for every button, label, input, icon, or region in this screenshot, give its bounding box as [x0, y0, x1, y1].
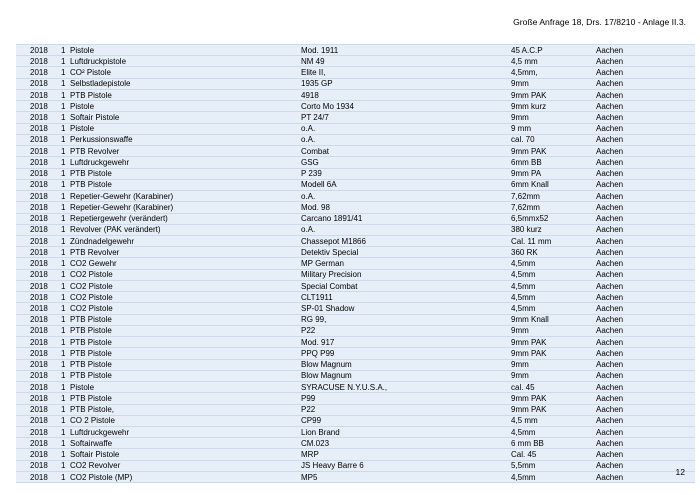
cell-caliber: cal. 70 — [511, 134, 596, 145]
cell-city: Aachen — [596, 471, 695, 482]
cell-model: NM 49 — [301, 56, 511, 67]
cell-year: 2018 — [16, 348, 61, 359]
cell-model: Blow Magnum — [301, 359, 511, 370]
cell-year: 2018 — [16, 202, 61, 213]
cell-caliber: 9mm — [511, 370, 596, 381]
table-row — [16, 460, 695, 471]
cell-caliber: 9mm PAK — [511, 404, 596, 415]
cell-type: CO2 Pistole — [70, 280, 301, 291]
cell-city: Aachen — [596, 393, 695, 404]
cell-year: 2018 — [16, 235, 61, 246]
cell-city: Aachen — [596, 112, 695, 123]
table-row — [16, 382, 695, 393]
cell-city: Aachen — [596, 56, 695, 67]
cell-count: 1 — [61, 179, 70, 190]
cell-type: Softairwaffe — [70, 438, 301, 449]
cell-year: 2018 — [16, 224, 61, 235]
cell-caliber: 9mm — [511, 112, 596, 123]
cell-year: 2018 — [16, 191, 61, 202]
cell-type: Repetiergewehr (verändert) — [70, 213, 301, 224]
table-row — [16, 56, 695, 67]
cell-city: Aachen — [596, 213, 695, 224]
table-row — [16, 45, 695, 56]
cell-year: 2018 — [16, 370, 61, 381]
table-row — [16, 471, 695, 482]
cell-caliber: 9mm — [511, 78, 596, 89]
cell-caliber: 9mm PAK — [511, 146, 596, 157]
cell-city: Aachen — [596, 179, 695, 190]
table-row — [16, 67, 695, 78]
cell-count: 1 — [61, 213, 70, 224]
cell-year: 2018 — [16, 123, 61, 134]
cell-model: GSG — [301, 157, 511, 168]
cell-type: CO2 Pistole — [70, 292, 301, 303]
cell-model: Mod. 98 — [301, 202, 511, 213]
cell-caliber: 4,5mm — [511, 471, 596, 482]
cell-city: Aachen — [596, 370, 695, 381]
cell-count: 1 — [61, 337, 70, 348]
cell-year: 2018 — [16, 303, 61, 314]
cell-model: Blow Magnum — [301, 370, 511, 381]
table-row — [16, 191, 695, 202]
table-row — [16, 112, 695, 123]
cell-count: 1 — [61, 438, 70, 449]
cell-year: 2018 — [16, 314, 61, 325]
page-number: 12 — [675, 467, 685, 477]
cell-model: Modell 6A — [301, 179, 511, 190]
cell-count: 1 — [61, 370, 70, 381]
cell-model: CP99 — [301, 415, 511, 426]
table-row — [16, 224, 695, 235]
cell-count: 1 — [61, 359, 70, 370]
cell-type: PTB Pistole, — [70, 404, 301, 415]
cell-model: CM.023 — [301, 438, 511, 449]
cell-model: MP German — [301, 258, 511, 269]
cell-count: 1 — [61, 258, 70, 269]
cell-caliber: cal. 45 — [511, 382, 596, 393]
cell-type: CO 2 Pistole — [70, 415, 301, 426]
cell-year: 2018 — [16, 438, 61, 449]
cell-caliber: 360 RK — [511, 247, 596, 258]
cell-count: 1 — [61, 460, 70, 471]
cell-year: 2018 — [16, 78, 61, 89]
cell-type: Selbstladepistole — [70, 78, 301, 89]
cell-model: o.A. — [301, 134, 511, 145]
cell-caliber: 4,5mm — [511, 269, 596, 280]
cell-count: 1 — [61, 191, 70, 202]
cell-year: 2018 — [16, 146, 61, 157]
cell-count: 1 — [61, 89, 70, 100]
cell-city: Aachen — [596, 224, 695, 235]
cell-type: Pistole — [70, 382, 301, 393]
cell-year: 2018 — [16, 404, 61, 415]
cell-city: Aachen — [596, 382, 695, 393]
cell-model: o.A. — [301, 123, 511, 134]
cell-type: Luftdruckgewehr — [70, 157, 301, 168]
cell-year: 2018 — [16, 247, 61, 258]
cell-year: 2018 — [16, 89, 61, 100]
cell-type: PTB Pistole — [70, 325, 301, 336]
cell-model: Combat — [301, 146, 511, 157]
cell-year: 2018 — [16, 426, 61, 437]
cell-city: Aachen — [596, 314, 695, 325]
cell-type: PTB Pistole — [70, 89, 301, 100]
cell-caliber: 6 mm BB — [511, 438, 596, 449]
cell-city: Aachen — [596, 134, 695, 145]
cell-count: 1 — [61, 45, 70, 56]
cell-type: PTB Pistole — [70, 393, 301, 404]
cell-caliber: 5,5mm — [511, 460, 596, 471]
cell-count: 1 — [61, 426, 70, 437]
cell-caliber: 380 kurz — [511, 224, 596, 235]
cell-year: 2018 — [16, 325, 61, 336]
cell-type: PTB Pistole — [70, 314, 301, 325]
cell-model: Detektiv Special — [301, 247, 511, 258]
table-row — [16, 157, 695, 168]
cell-caliber: 4,5mm — [511, 280, 596, 291]
cell-year: 2018 — [16, 179, 61, 190]
cell-type: PTB Revolver — [70, 247, 301, 258]
cell-year: 2018 — [16, 56, 61, 67]
cell-year: 2018 — [16, 269, 61, 280]
cell-model: Corto Mo 1934 — [301, 101, 511, 112]
table-row — [16, 393, 695, 404]
cell-caliber: 7,62mm — [511, 191, 596, 202]
cell-city: Aachen — [596, 337, 695, 348]
cell-city: Aachen — [596, 292, 695, 303]
cell-caliber: Cal. 45 — [511, 449, 596, 460]
cell-count: 1 — [61, 404, 70, 415]
cell-model: JS Heavy Barre 6 — [301, 460, 511, 471]
cell-caliber: 45 A.C.P — [511, 45, 596, 56]
table-row — [16, 146, 695, 157]
cell-model: Mod. 1911 — [301, 45, 511, 56]
table-row — [16, 359, 695, 370]
cell-caliber: 6mm BB — [511, 157, 596, 168]
cell-model: Special Combat — [301, 280, 511, 291]
cell-model: MP5 — [301, 471, 511, 482]
cell-type: Repetier-Gewehr (Karabiner) — [70, 202, 301, 213]
cell-type: Luftdruckpistole — [70, 56, 301, 67]
table-row — [16, 235, 695, 246]
cell-city: Aachen — [596, 191, 695, 202]
cell-caliber: 4,5mm — [511, 258, 596, 269]
cell-count: 1 — [61, 314, 70, 325]
cell-year: 2018 — [16, 45, 61, 56]
table-row — [16, 89, 695, 100]
table-row — [16, 303, 695, 314]
cell-city: Aachen — [596, 101, 695, 112]
cell-caliber: 9mm kurz — [511, 101, 596, 112]
cell-model: P99 — [301, 393, 511, 404]
cell-caliber: 9mm PAK — [511, 89, 596, 100]
cell-caliber: 9mm PA — [511, 168, 596, 179]
cell-model: SP-01 Shadow — [301, 303, 511, 314]
cell-city: Aachen — [596, 168, 695, 179]
cell-city: Aachen — [596, 280, 695, 291]
cell-caliber: 9 mm — [511, 123, 596, 134]
cell-city: Aachen — [596, 157, 695, 168]
table-row — [16, 78, 695, 89]
cell-city: Aachen — [596, 67, 695, 78]
weapons-table — [16, 44, 695, 483]
table-row — [16, 101, 695, 112]
cell-caliber: Cal. 11 mm — [511, 235, 596, 246]
cell-caliber: 6,5mmx52 — [511, 213, 596, 224]
cell-model: Chassepot M1866 — [301, 235, 511, 246]
cell-year: 2018 — [16, 112, 61, 123]
cell-model: PT 24/7 — [301, 112, 511, 123]
cell-city: Aachen — [596, 247, 695, 258]
cell-type: Luftdruckgewehr — [70, 426, 301, 437]
cell-caliber: 4,5 mm — [511, 415, 596, 426]
cell-type: PTB Pistole — [70, 359, 301, 370]
cell-year: 2018 — [16, 292, 61, 303]
cell-caliber: 9mm — [511, 325, 596, 336]
cell-type: Pistole — [70, 45, 301, 56]
cell-count: 1 — [61, 292, 70, 303]
cell-city: Aachen — [596, 235, 695, 246]
cell-model: CLT1911 — [301, 292, 511, 303]
cell-year: 2018 — [16, 67, 61, 78]
cell-caliber: 9mm PAK — [511, 393, 596, 404]
cell-caliber: 9mm PAK — [511, 348, 596, 359]
table-row — [16, 123, 695, 134]
cell-city: Aachen — [596, 460, 695, 471]
cell-type: Pistole — [70, 101, 301, 112]
cell-type: Revolver (PAK verändert) — [70, 224, 301, 235]
cell-type: PTB Pistole — [70, 370, 301, 381]
cell-model: 4918 — [301, 89, 511, 100]
cell-model: P22 — [301, 404, 511, 415]
cell-model: o.A. — [301, 191, 511, 202]
cell-type: Zündnadelgewehr — [70, 235, 301, 246]
document-header: Große Anfrage 18, Drs. 17/8210 - Anlage II.3. — [513, 17, 686, 27]
cell-count: 1 — [61, 325, 70, 336]
cell-count: 1 — [61, 56, 70, 67]
cell-city: Aachen — [596, 89, 695, 100]
cell-caliber: 7,62mm — [511, 202, 596, 213]
cell-count: 1 — [61, 303, 70, 314]
cell-caliber: 4,5mm — [511, 426, 596, 437]
cell-city: Aachen — [596, 123, 695, 134]
cell-type: Perkussionswaffe — [70, 134, 301, 145]
cell-count: 1 — [61, 247, 70, 258]
table-row — [16, 179, 695, 190]
cell-count: 1 — [61, 393, 70, 404]
cell-type: PTB Pistole — [70, 168, 301, 179]
cell-city: Aachen — [596, 449, 695, 460]
cell-type: CO2 Revolver — [70, 460, 301, 471]
cell-year: 2018 — [16, 213, 61, 224]
table-row — [16, 426, 695, 437]
cell-count: 1 — [61, 67, 70, 78]
cell-count: 1 — [61, 415, 70, 426]
table-row — [16, 269, 695, 280]
cell-city: Aachen — [596, 404, 695, 415]
table-row — [16, 258, 695, 269]
cell-model: Lion Brand — [301, 426, 511, 437]
cell-city: Aachen — [596, 359, 695, 370]
cell-caliber: 9mm — [511, 359, 596, 370]
cell-type: PTB Revolver — [70, 146, 301, 157]
cell-model: Carcano 1891/41 — [301, 213, 511, 224]
cell-city: Aachen — [596, 325, 695, 336]
cell-count: 1 — [61, 134, 70, 145]
cell-year: 2018 — [16, 157, 61, 168]
cell-type: CO2 Pistole — [70, 303, 301, 314]
cell-caliber: 6mm Knall — [511, 179, 596, 190]
cell-model: Military Precision — [301, 269, 511, 280]
cell-city: Aachen — [596, 426, 695, 437]
cell-count: 1 — [61, 235, 70, 246]
cell-caliber: 4,5mm — [511, 292, 596, 303]
table-row — [16, 348, 695, 359]
cell-year: 2018 — [16, 393, 61, 404]
cell-caliber: 4,5 mm — [511, 56, 596, 67]
table-row — [16, 438, 695, 449]
cell-count: 1 — [61, 78, 70, 89]
cell-count: 1 — [61, 449, 70, 460]
cell-city: Aachen — [596, 78, 695, 89]
cell-year: 2018 — [16, 337, 61, 348]
table-row — [16, 404, 695, 415]
cell-city: Aachen — [596, 202, 695, 213]
cell-year: 2018 — [16, 134, 61, 145]
cell-city: Aachen — [596, 45, 695, 56]
cell-type: PTB Pistole — [70, 179, 301, 190]
cell-type: Softair Pistole — [70, 449, 301, 460]
cell-model: 1935 GP — [301, 78, 511, 89]
cell-count: 1 — [61, 101, 70, 112]
cell-caliber: 9mm PAK — [511, 337, 596, 348]
cell-city: Aachen — [596, 348, 695, 359]
cell-city: Aachen — [596, 415, 695, 426]
cell-count: 1 — [61, 168, 70, 179]
cell-model: MRP — [301, 449, 511, 460]
cell-count: 1 — [61, 202, 70, 213]
cell-year: 2018 — [16, 258, 61, 269]
table-row — [16, 134, 695, 145]
table-row — [16, 213, 695, 224]
table-row — [16, 449, 695, 460]
cell-count: 1 — [61, 269, 70, 280]
cell-count: 1 — [61, 224, 70, 235]
cell-type: PTB Pistole — [70, 348, 301, 359]
cell-count: 1 — [61, 112, 70, 123]
table-row — [16, 168, 695, 179]
table-row — [16, 202, 695, 213]
table-row — [16, 292, 695, 303]
cell-year: 2018 — [16, 415, 61, 426]
cell-model: P22 — [301, 325, 511, 336]
cell-type: CO2 Pistole — [70, 269, 301, 280]
cell-model: o.A. — [301, 224, 511, 235]
cell-caliber: 4,5mm, — [511, 67, 596, 78]
cell-type: Pistole — [70, 123, 301, 134]
cell-model: SYRACUSE N.Y.U.S.A., — [301, 382, 511, 393]
cell-model: PPQ P99 — [301, 348, 511, 359]
cell-count: 1 — [61, 280, 70, 291]
table-row — [16, 280, 695, 291]
cell-count: 1 — [61, 123, 70, 134]
cell-type: CO2 Gewehr — [70, 258, 301, 269]
weapons-table-body — [16, 45, 695, 483]
cell-count: 1 — [61, 348, 70, 359]
cell-year: 2018 — [16, 168, 61, 179]
cell-city: Aachen — [596, 146, 695, 157]
cell-count: 1 — [61, 157, 70, 168]
cell-type: Softair Pistole — [70, 112, 301, 123]
cell-model: P 239 — [301, 168, 511, 179]
cell-city: Aachen — [596, 303, 695, 314]
cell-caliber: 4,5mm — [511, 303, 596, 314]
cell-type: PTB Pistole — [70, 337, 301, 348]
cell-year: 2018 — [16, 471, 61, 482]
cell-model: RG 99, — [301, 314, 511, 325]
cell-count: 1 — [61, 382, 70, 393]
cell-type: CO2 Pistole (MP) — [70, 471, 301, 482]
cell-year: 2018 — [16, 382, 61, 393]
cell-year: 2018 — [16, 280, 61, 291]
cell-year: 2018 — [16, 449, 61, 460]
cell-caliber: 9mm Knall — [511, 314, 596, 325]
cell-city: Aachen — [596, 258, 695, 269]
table-row — [16, 314, 695, 325]
cell-count: 1 — [61, 471, 70, 482]
cell-year: 2018 — [16, 101, 61, 112]
cell-type: CO² Pistole — [70, 67, 301, 78]
cell-year: 2018 — [16, 359, 61, 370]
table-row — [16, 337, 695, 348]
table-row — [16, 415, 695, 426]
cell-year: 2018 — [16, 460, 61, 471]
cell-model: Elite II, — [301, 67, 511, 78]
table-row — [16, 370, 695, 381]
cell-count: 1 — [61, 146, 70, 157]
cell-type: Repetier-Gewehr (Karabiner) — [70, 191, 301, 202]
cell-model: Mod. 917 — [301, 337, 511, 348]
cell-city: Aachen — [596, 269, 695, 280]
cell-city: Aachen — [596, 438, 695, 449]
table-row — [16, 325, 695, 336]
table-row — [16, 247, 695, 258]
